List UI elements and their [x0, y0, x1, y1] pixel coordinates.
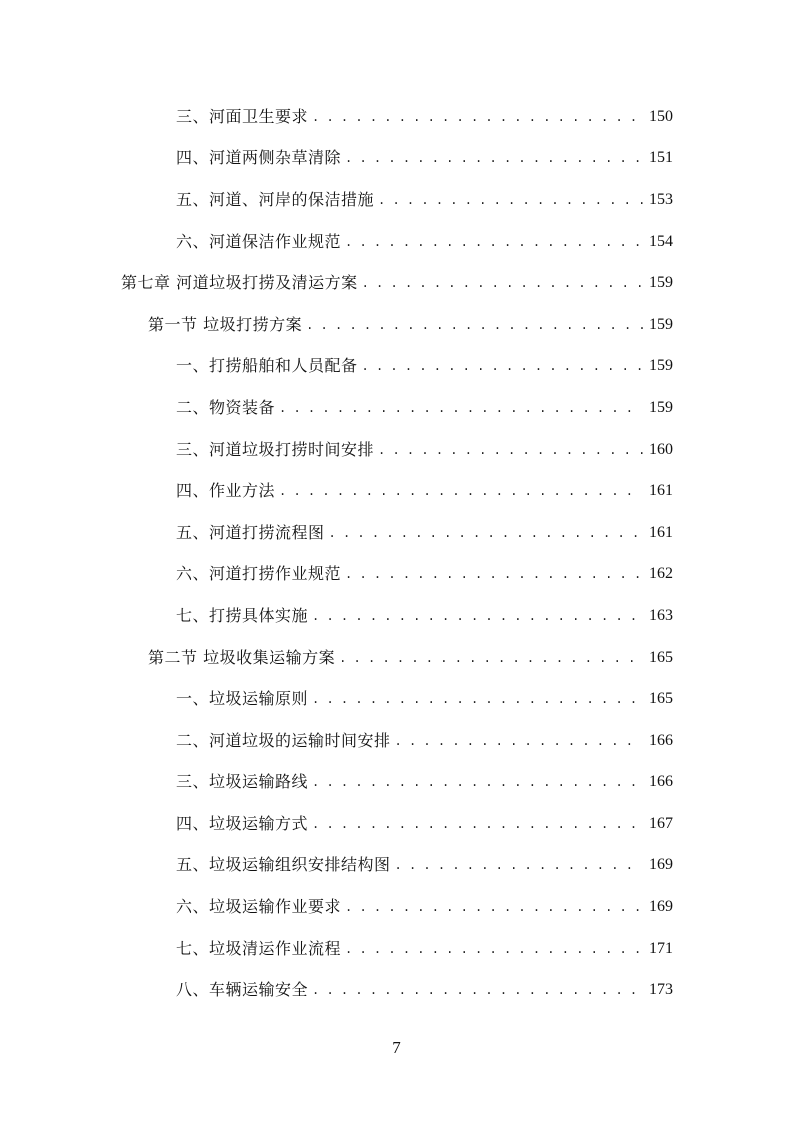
toc-dot-leader	[362, 358, 643, 374]
toc-dot-leader	[345, 941, 643, 957]
table-of-contents	[0, 96, 793, 1011]
toc-entry-page: 166	[649, 731, 673, 749]
toc-entry-page: 159	[649, 398, 673, 416]
toc-entry-page: 163	[649, 606, 673, 624]
toc-entry-page: 171	[649, 939, 673, 957]
toc-dot-leader	[329, 525, 643, 541]
toc-entry-page: 167	[649, 814, 673, 832]
toc-entry-title: 第二节 垃圾收集运输方案	[148, 647, 336, 667]
toc-entry-title: 一、打捞船舶和人员配备	[176, 356, 358, 376]
toc-entry-page: 162	[649, 565, 673, 583]
toc-entry-title: 四、作业方法	[176, 481, 276, 501]
toc-entry[interactable]	[0, 221, 793, 263]
toc-entry-page: 165	[649, 690, 673, 708]
toc-entry-title: 三、垃圾运输路线	[176, 772, 309, 792]
toc-dot-leader	[312, 774, 643, 790]
toc-entry[interactable]	[0, 762, 793, 804]
toc-entry-title: 六、垃圾运输作业要求	[176, 897, 342, 917]
toc-entry-title: 四、河道两侧杂草清除	[176, 148, 342, 168]
toc-entry-page: 151	[649, 149, 673, 167]
toc-entry-title: 八、车辆运输安全	[176, 980, 309, 1000]
toc-entry-title: 五、垃圾运输组织安排结构图	[176, 855, 391, 875]
toc-dot-leader	[378, 442, 643, 458]
toc-entry[interactable]	[0, 554, 793, 596]
toc-entry-page: 161	[649, 482, 673, 500]
toc-entry-title: 五、河道打捞流程图	[176, 522, 325, 542]
toc-entry[interactable]	[0, 262, 793, 304]
toc-entry-page: 169	[649, 856, 673, 874]
toc-entry-title: 四、垃圾运输方式	[176, 813, 309, 833]
toc-dot-leader	[345, 566, 643, 582]
toc-dot-leader	[279, 400, 643, 416]
toc-dot-leader	[312, 816, 643, 832]
toc-entry[interactable]	[0, 803, 793, 845]
toc-dot-leader	[395, 733, 643, 749]
toc-entry-title: 三、河道垃圾打捞时间安排	[176, 439, 375, 459]
toc-dot-leader	[345, 234, 643, 250]
toc-entry-title: 六、河道打捞作业规范	[176, 564, 342, 584]
toc-entry-title: 二、物资装备	[176, 397, 276, 417]
toc-entry-title: 七、垃圾清运作业流程	[176, 938, 342, 958]
toc-dot-leader	[378, 192, 643, 208]
toc-dot-leader	[362, 275, 643, 291]
toc-entry-page: 159	[649, 357, 673, 375]
toc-dot-leader	[312, 982, 643, 998]
page-number: 7	[392, 1038, 401, 1057]
toc-entry[interactable]	[0, 346, 793, 388]
toc-dot-leader	[345, 899, 643, 915]
toc-dot-leader	[339, 650, 643, 666]
toc-dot-leader	[312, 691, 643, 707]
toc-entry-page: 154	[649, 232, 673, 250]
toc-entry-page: 166	[649, 773, 673, 791]
toc-entry-page: 153	[649, 190, 673, 208]
toc-entry[interactable]	[0, 304, 793, 346]
toc-entry[interactable]	[0, 720, 793, 762]
toc-entry[interactable]	[0, 138, 793, 180]
toc-dot-leader	[279, 483, 643, 499]
toc-entry[interactable]	[0, 969, 793, 1011]
toc-entry-page: 165	[649, 648, 673, 666]
toc-entry[interactable]	[0, 387, 793, 429]
toc-entry[interactable]	[0, 595, 793, 637]
toc-entry-page: 160	[649, 440, 673, 458]
toc-dot-leader	[312, 608, 643, 624]
toc-entry-title: 七、打捞具体实施	[176, 605, 309, 625]
toc-dot-leader	[312, 109, 643, 125]
toc-dot-leader	[306, 317, 643, 333]
toc-entry-page: 173	[649, 981, 673, 999]
toc-entry-page: 150	[649, 107, 673, 125]
toc-entry[interactable]	[0, 928, 793, 970]
toc-entry-page: 161	[649, 523, 673, 541]
toc-entry[interactable]	[0, 678, 793, 720]
toc-entry[interactable]	[0, 470, 793, 512]
toc-entry-title: 二、河道垃圾的运输时间安排	[176, 730, 391, 750]
toc-entry[interactable]	[0, 179, 793, 221]
toc-entry-title: 第一节 垃圾打捞方案	[148, 314, 303, 334]
toc-dot-leader	[345, 150, 643, 166]
toc-entry[interactable]	[0, 512, 793, 554]
toc-entry-page: 159	[649, 315, 673, 333]
toc-entry[interactable]	[0, 96, 793, 138]
toc-entry[interactable]	[0, 637, 793, 679]
toc-dot-leader	[395, 857, 643, 873]
toc-entry[interactable]	[0, 845, 793, 887]
toc-entry-title: 六、河道保洁作业规范	[176, 231, 342, 251]
toc-entry-title: 第七章 河道垃圾打捞及清运方案	[121, 273, 358, 293]
toc-entry[interactable]	[0, 429, 793, 471]
toc-entry[interactable]	[0, 886, 793, 928]
toc-entry-title: 五、河道、河岸的保洁措施	[176, 189, 375, 209]
toc-entry-page: 169	[649, 898, 673, 916]
toc-entry-title: 三、河面卫生要求	[176, 106, 309, 126]
toc-entry-title: 一、垃圾运输原则	[176, 689, 309, 709]
toc-entry-page: 159	[649, 274, 673, 292]
